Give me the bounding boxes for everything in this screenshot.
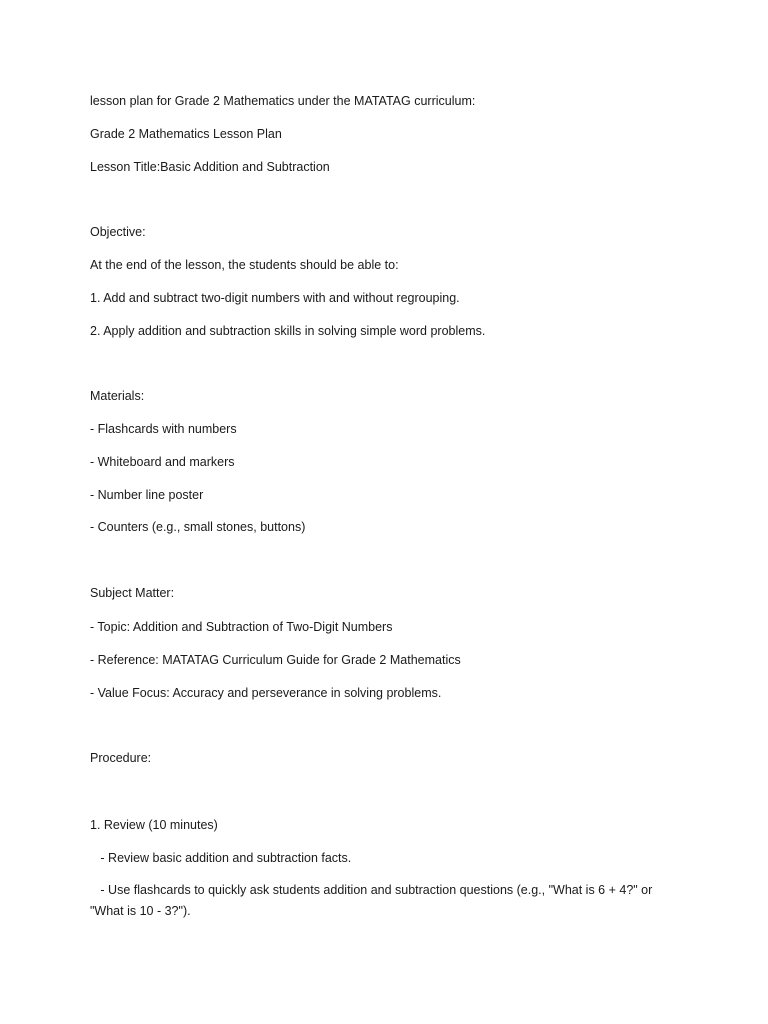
objective-heading: Objective: xyxy=(90,225,146,239)
objective-item: 2. Apply addition and subtraction skills in solving simple word problems. xyxy=(90,324,486,338)
materials-item: - Number line poster xyxy=(90,488,204,502)
materials-item: - Whiteboard and markers xyxy=(90,455,235,469)
materials-item: - Counters (e.g., small stones, buttons) xyxy=(90,520,306,534)
subject-matter-item: - Topic: Addition and Subtraction of Two-Digit Numbers xyxy=(90,620,393,634)
document-heading: Grade 2 Mathematics Lesson Plan xyxy=(90,127,282,141)
procedure-step-item: - Use flashcards to quickly ask students addition and subtraction questions (e.g., "What is 6 + 4?" or "What is 10 - 3?"). xyxy=(90,883,656,918)
procedure-heading: Procedure: xyxy=(90,751,152,765)
procedure-step-item: - Review basic addition and subtraction facts. xyxy=(90,851,352,865)
procedure-step-title: 1. Review (10 minutes) xyxy=(90,818,218,832)
subject-matter-heading: Subject Matter: xyxy=(90,586,175,600)
lesson-title: Lesson Title:Basic Addition and Subtraction xyxy=(90,160,330,174)
subject-matter-item: - Value Focus: Accuracy and perseverance in solving problems. xyxy=(90,686,442,700)
intro-text: lesson plan for Grade 2 Mathematics under the MATATAG curriculum: xyxy=(90,94,476,108)
subject-matter-item: - Reference: MATATAG Curriculum Guide for Grade 2 Mathematics xyxy=(90,653,461,667)
materials-heading: Materials: xyxy=(90,389,145,403)
objective-lead: At the end of the lesson, the students should be able to: xyxy=(90,258,399,272)
objective-item: 1. Add and subtract two-digit numbers with and without regrouping. xyxy=(90,291,460,305)
materials-item: - Flashcards with numbers xyxy=(90,422,237,436)
